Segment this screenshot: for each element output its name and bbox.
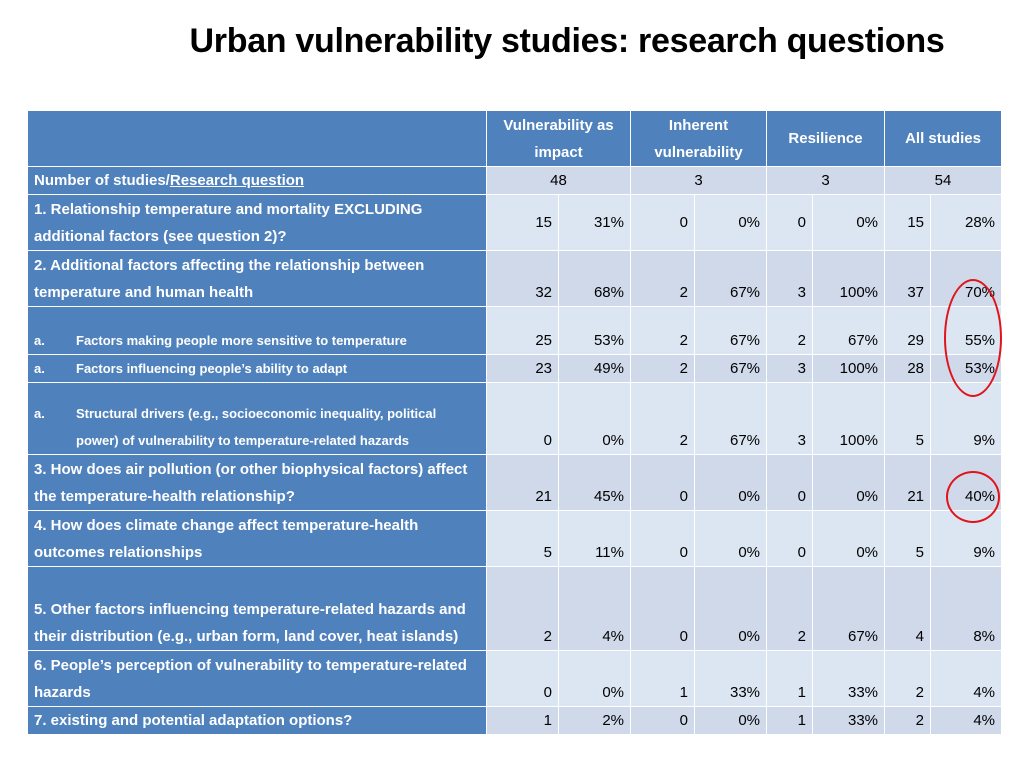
percent-cell: 11% [559,511,631,567]
percent-cell: 67% [695,251,767,307]
percent-cell: 0% [695,455,767,511]
list-marker: a. [34,361,45,376]
count-cell: 21 [885,455,931,511]
percent-cell: 0% [559,651,631,707]
percent-cell: 0% [813,511,885,567]
slide-title: Urban vulnerability studies: research questions [189,22,945,60]
percent-cell: 28% [931,195,1002,251]
percent-cell: 9% [931,511,1002,567]
percent-cell: 0% [695,707,767,735]
percent-cell: 4% [559,567,631,651]
studies-count-row [28,167,1002,195]
col-all-studies: All studies [885,111,1002,167]
count-cell: 15 [487,195,559,251]
count-cell: 3 [767,355,813,383]
sub-question-label [28,307,487,355]
table-row [28,651,1002,707]
percent-cell: 55% [931,307,1002,355]
table-row [28,195,1002,251]
count-cell: 1 [631,651,695,707]
count-cell: 0 [767,511,813,567]
percent-cell: 8% [931,567,1002,651]
percent-cell: 2% [559,707,631,735]
research-questions-table [27,110,1002,735]
percent-cell: 67% [695,307,767,355]
percent-cell: 53% [931,355,1002,383]
count-inherent-vulnerability: 3 [631,167,767,195]
count-cell: 1 [487,707,559,735]
percent-cell: 0% [559,383,631,455]
percent-cell: 67% [813,307,885,355]
count-cell: 5 [885,511,931,567]
list-marker: a. [34,406,45,421]
percent-cell: 49% [559,355,631,383]
count-cell: 4 [885,567,931,651]
percent-cell: 4% [931,707,1002,735]
percent-cell: 33% [813,651,885,707]
count-cell: 0 [631,567,695,651]
col-inherent-vulnerability: Inherent vulnerability [631,111,767,167]
table-row [28,355,1002,383]
percent-cell: 68% [559,251,631,307]
count-cell: 0 [631,455,695,511]
question-label: 4. How does climate change affect temperature-health outcomes relationships [28,511,487,567]
count-cell: 23 [487,355,559,383]
count-cell: 1 [767,707,813,735]
sub-question-text: Structural drivers (e.g., socioeconomic inequality, political power) of vulnerability to temperature-related hazards [76,406,437,448]
percent-cell: 45% [559,455,631,511]
sub-question-text: Factors making people more sensitive to temperature [76,333,407,348]
count-cell: 5 [885,383,931,455]
question-label: 2. Additional factors affecting the relationship between temperature and human health [28,251,487,307]
col-resilience: Resilience [767,111,885,167]
count-resilience: 3 [767,167,885,195]
count-all-studies: 54 [885,167,1002,195]
count-cell: 2 [767,307,813,355]
count-cell: 5 [487,511,559,567]
table-row [28,455,1002,511]
count-cell: 0 [631,707,695,735]
percent-cell: 67% [695,355,767,383]
count-cell: 15 [885,195,931,251]
count-cell: 2 [631,383,695,455]
count-cell: 0 [631,511,695,567]
percent-cell: 4% [931,651,1002,707]
count-cell: 0 [487,383,559,455]
question-label: 5. Other factors influencing temperature-related hazards and their distribution (e.g., urban form, land cover, heat islands) [28,567,487,651]
percent-cell: 67% [813,567,885,651]
count-cell: 2 [631,307,695,355]
percent-cell: 0% [813,455,885,511]
count-cell: 2 [767,567,813,651]
percent-cell: 33% [695,651,767,707]
percent-cell: 70% [931,251,1002,307]
percent-cell: 53% [559,307,631,355]
count-cell: 37 [885,251,931,307]
header-corner [28,111,487,167]
count-cell: 1 [767,651,813,707]
percent-cell: 33% [813,707,885,735]
count-cell: 2 [885,651,931,707]
count-cell: 25 [487,307,559,355]
count-vulnerability-as-impact: 48 [487,167,631,195]
question-label: 1. Relationship temperature and mortality EXCLUDING additional factors (see question 2)? [28,195,487,251]
count-cell: 28 [885,355,931,383]
table-row [28,383,1002,455]
percent-cell: 100% [813,355,885,383]
percent-cell: 0% [813,195,885,251]
count-cell: 3 [767,383,813,455]
percent-cell: 0% [695,567,767,651]
count-cell: 32 [487,251,559,307]
count-cell: 3 [767,251,813,307]
percent-cell: 67% [695,383,767,455]
percent-cell: 40% [931,455,1002,511]
list-marker: a. [34,333,45,348]
table-row [28,511,1002,567]
table-row [28,307,1002,355]
question-label: 7. existing and potential adaptation options? [28,707,487,735]
count-cell: 29 [885,307,931,355]
sub-question-label [28,355,487,383]
percent-cell: 0% [695,511,767,567]
count-cell: 2 [885,707,931,735]
table-row [28,707,1002,735]
question-label: 3. How does air pollution (or other biophysical factors) affect the temperature-health relationship? [28,455,487,511]
count-cell: 2 [631,251,695,307]
percent-cell: 9% [931,383,1002,455]
sub-question-text: Factors influencing people’s ability to adapt [76,361,348,376]
sub-question-label [28,383,487,455]
header-row [28,111,1002,167]
percent-cell: 100% [813,383,885,455]
percent-cell: 31% [559,195,631,251]
studies-count-label: Number of studies/Research question [28,167,487,195]
count-cell: 21 [487,455,559,511]
percent-cell: 100% [813,251,885,307]
count-cell: 0 [767,455,813,511]
count-cell: 0 [487,651,559,707]
percent-cell: 0% [695,195,767,251]
question-label: 6. People’s perception of vulnerability to temperature-related hazards [28,651,487,707]
count-cell: 2 [487,567,559,651]
table-row [28,567,1002,651]
table-row [28,251,1002,307]
count-cell: 0 [631,195,695,251]
count-cell: 0 [767,195,813,251]
count-cell: 2 [631,355,695,383]
col-vulnerability-as-impact: Vulnerability as impact [487,111,631,167]
